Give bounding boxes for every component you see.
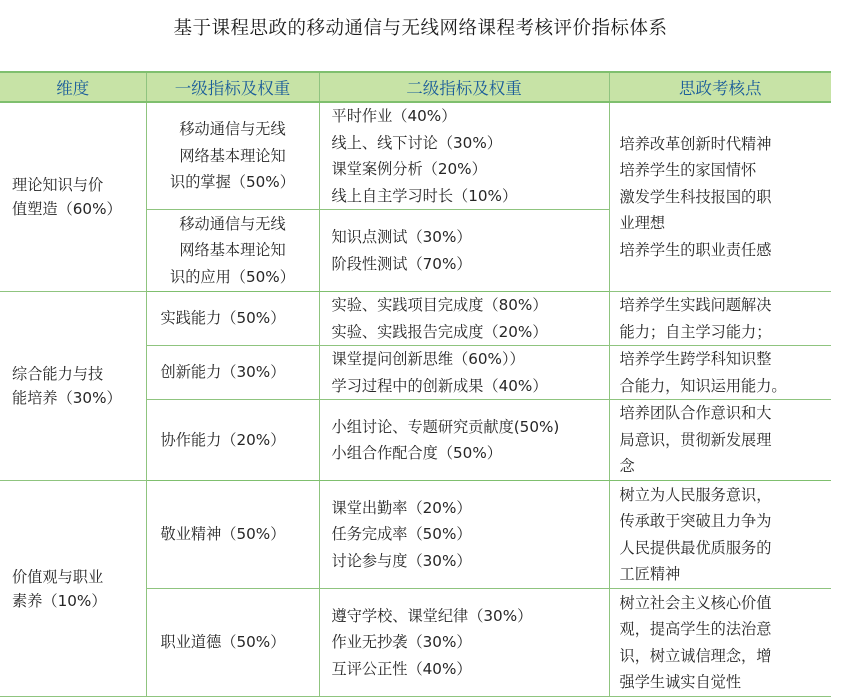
level2-cell: 课堂提问创新思维（60%）） 学习过程中的创新成果（40%） [319,346,609,400]
header-level1: 一级指标及权重 [146,72,319,102]
points-cell: 树立社会主义核心价值 观，提高学生的法治意 识，树立诚信理念，增 强学生诚实自觉性 [609,589,831,697]
level1-cell: 协作能力（20%） [146,400,319,481]
level1-cell: 实践能力（50%） [146,292,319,346]
points-cell: 培养改革创新时代精神 培养学生的家国情怀 激发学生科技报国的职 业理想 培养学生的职业责任感 [609,102,831,292]
points-cell: 树立为人民服务意识， 传承敢于突破且力争为 人民提供最优质服务的 工匠精神 [609,481,831,589]
table-row [0,481,831,589]
dimension-cell: 价值观与职业 素养（10%） [0,481,146,697]
level1-cell: 移动通信与无线 网络基本理论知 识的掌握（50%） [146,102,319,210]
level2-cell: 课堂出勤率（20%） 任务完成率（50%） 讨论参与度（30%） [319,481,609,589]
points-cell: 培养学生跨学科知识整 合能力，知识运用能力。 [609,346,831,400]
dimension-cell: 综合能力与技 能培养（30%） [0,292,146,481]
points-cell: 培养学生实践问题解决 能力；自主学习能力； [609,292,831,346]
level2-cell: 实验、实践项目完成度（80%） 实验、实践报告完成度（20%） [319,292,609,346]
level2-cell: 小组讨论、专题研究贡献度(50%) 小组合作配合度（50%） [319,400,609,481]
table-row [0,292,831,346]
level1-cell: 敬业精神（50%） [146,481,319,589]
dimension-cell: 理论知识与价 值塑造（60%） [0,102,146,292]
header-points: 思政考核点 [609,72,831,102]
level1-cell: 职业道德（50%） [146,589,319,697]
header-dimension: 维度 [0,72,146,102]
points-cell: 培养团队合作意识和大 局意识，贯彻新发展理 念 [609,400,831,481]
level2-cell: 遵守学校、课堂纪律（30%） 作业无抄袭（30%） 互评公正性（40%） [319,589,609,697]
level2-cell: 平时作业（40%） 线上、线下讨论（30%） 课堂案例分析（20%） 线上自主学习时长（10%） [319,102,609,210]
header-row [0,72,831,102]
level1-cell: 移动通信与无线 网络基本理论知 识的应用（50%） [146,210,319,292]
table-title: 基于课程思政的移动通信与无线网络课程考核评价指标体系 [173,18,668,39]
level1-cell: 创新能力（30%） [146,346,319,400]
header-level2: 二级指标及权重 [319,72,609,102]
table-row [0,102,831,210]
evaluation-table [0,71,831,697]
level2-cell: 知识点测试（30%） 阶段性测试（70%） [319,210,609,292]
